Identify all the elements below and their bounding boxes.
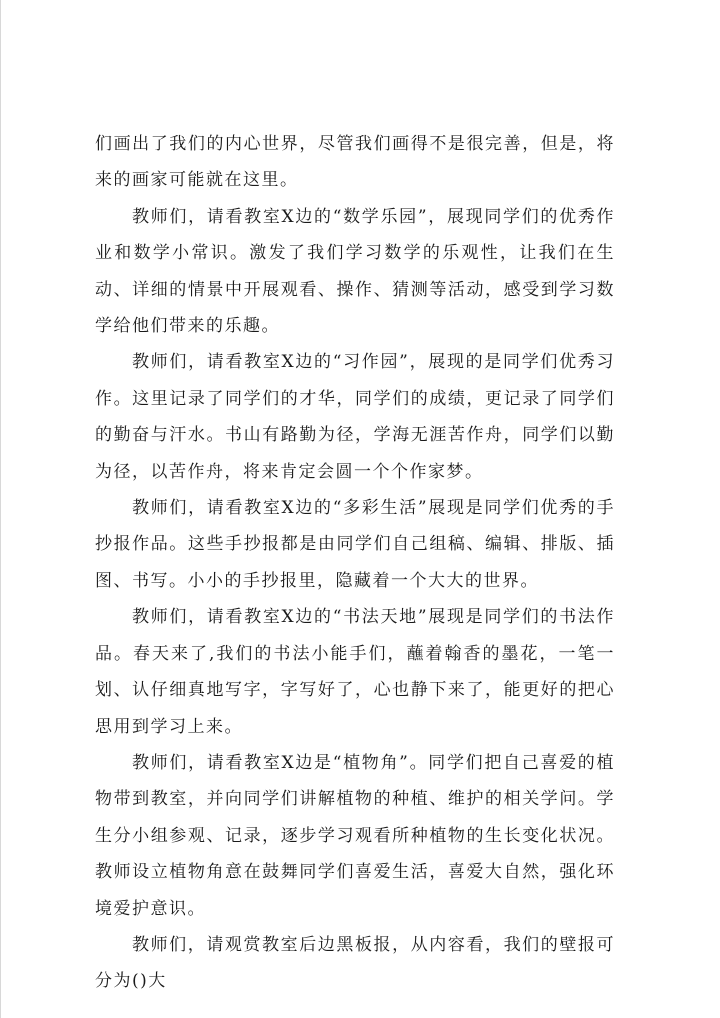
paragraph-6: 教师们，请看教室X边是“植物角”。同学们把自己喜爱的植物带到教室，并向同学们讲解植物的种植、维护的相关学问。学生分小组参观、记录，逐步学习观看所种植物的生长变化状况。教师设立植物角意在鼓舞同学们喜爱生活，喜爱大自然，强化环境爱护意识。 <box>95 752 615 919</box>
paragraph-7: 教师们，请观赏教室后边黑板报，从内容看，我们的壁报可分为()大 <box>95 934 615 992</box>
paragraph-3: 教师们，请看教室X边的“习作园”，展现的是同学们优秀习作。这里记录了同学们的才华，同学们的成绩，更记录了同学们的勤奋与汗水。书山有路勤为径，学海无涯苦作舟，同学们以勤为径，以苦作舟，将来肯定会圆一个个作家梦。 <box>95 352 615 482</box>
paragraph-2: 教师们，请看教室X边的“数学乐园”，展现同学们的优秀作业和数学小常识。激发了我们学习数学的乐观性，让我们在生动、详细的情景中开展观看、操作、猜测等活动，感受到学习数学给他们带来的乐趣。 <box>95 206 615 337</box>
paragraph-1: 们画出了我们的内心世界，尽管我们画得不是很完善，但是，将来的画家可能就在这里。 <box>95 134 615 191</box>
paragraph-5: 教师们，请看教室X边的“书法天地”展现是同学们的书法作品。春天来了,我们的书法小能手们，蘸着翰香的墨花，一笔一划、认仔细真地写字，字写好了，心也静下来了，能更好的把心思用到学习上来。 <box>95 607 615 737</box>
paragraph-4: 教师们，请看教室X边的“多彩生活”展现是同学们优秀的手抄报作品。这些手抄报都是由同学们自己组稿、编辑、排版、插图、书写。小小的手抄报里，隐藏着一个大大的世界。 <box>95 498 615 591</box>
document-body <box>95 126 615 1000</box>
